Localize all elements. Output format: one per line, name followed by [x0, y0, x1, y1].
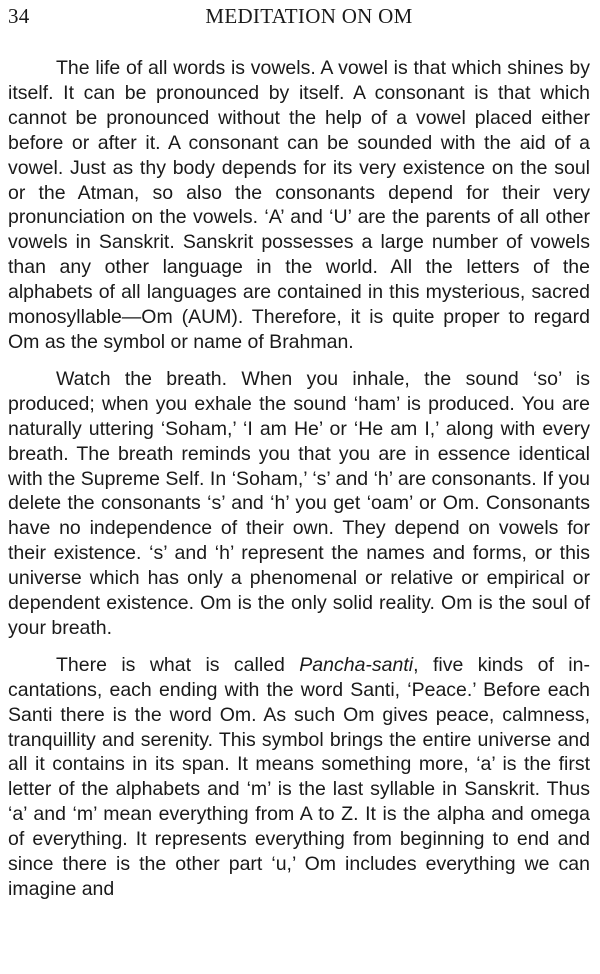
paragraph-pancha-santi: [8, 653, 590, 902]
book-title: MEDITATION ON OM: [205, 4, 413, 28]
paragraph-text-after: , five kinds of incantations, each ending with the word Santi, ‘Peace.’ Before each Santi there is the word Om. As such Om gives peace, calmness, tranquillity and serenity. This symbol brings the entire universe and all it contains in its span. It means something more, ‘a’ is the first letter of the alphabets and ‘m’ is the last syllable in Sanskrit. Thus ‘a’ and ‘m’ mean everything from A to Z. It is the alpha and omega of everything. It represents everything from beginning to end and since there is the other part ‘u,’ Om includes everything we can imagine and: [8, 653, 590, 900]
body-text: [8, 56, 590, 902]
paragraph-breath: Watch the breath. When you inhale, the sound ‘so’ is produced; when you exhale the sound ‘ham’ is produced. You are naturally uttering ‘Soham,’ ‘I am He’ or ‘He am I,’ along with every breath. The breath reminds you that you are in essence identical with the Supreme Self. In ‘Soham,’ ‘s’ and ‘h’ are consonants. If you delete the consonants ‘s’ and ‘h’ you get ‘oam’ or Om. Consonants have no independence of their own. They depend on vowels for their existence. ‘s’ and ‘h’ represent the names and forms, or this universe which has only a phenomenal or relative or empirical or dependent existence. Om is the only solid reality. Om is the soul of your breath.: [8, 367, 590, 639]
paragraph-text-before: There is what is called: [56, 653, 300, 676]
page-number: 34: [8, 4, 30, 28]
emphasized-term: Pancha-santi: [299, 653, 414, 676]
running-head: [8, 2, 590, 30]
paragraph-vowels: The life of all words is vowels. A vowel is that which shines by itself. It can be pronounced by itself. A consonant is that which cannot be pronounced without the help of a vowel placed either before or after it. A consonant can be sounded with the aid of a vowel. Just as thy body depends for its very existence on the soul or the Atman, so also the consonants depend for their very pronunciation on the vowels. ‘A’ and ‘U’ are the parents of all other vowels in Sanskrit. Sanskrit possesses a large number of vowels than any other language in the world. All the letters of the alphabets of all languages are contained in this mysterious, sacred monosyllable—Om (AUM). Therefore, it is quite proper to regard Om as the symbol or name of Brahman.: [8, 57, 590, 353]
